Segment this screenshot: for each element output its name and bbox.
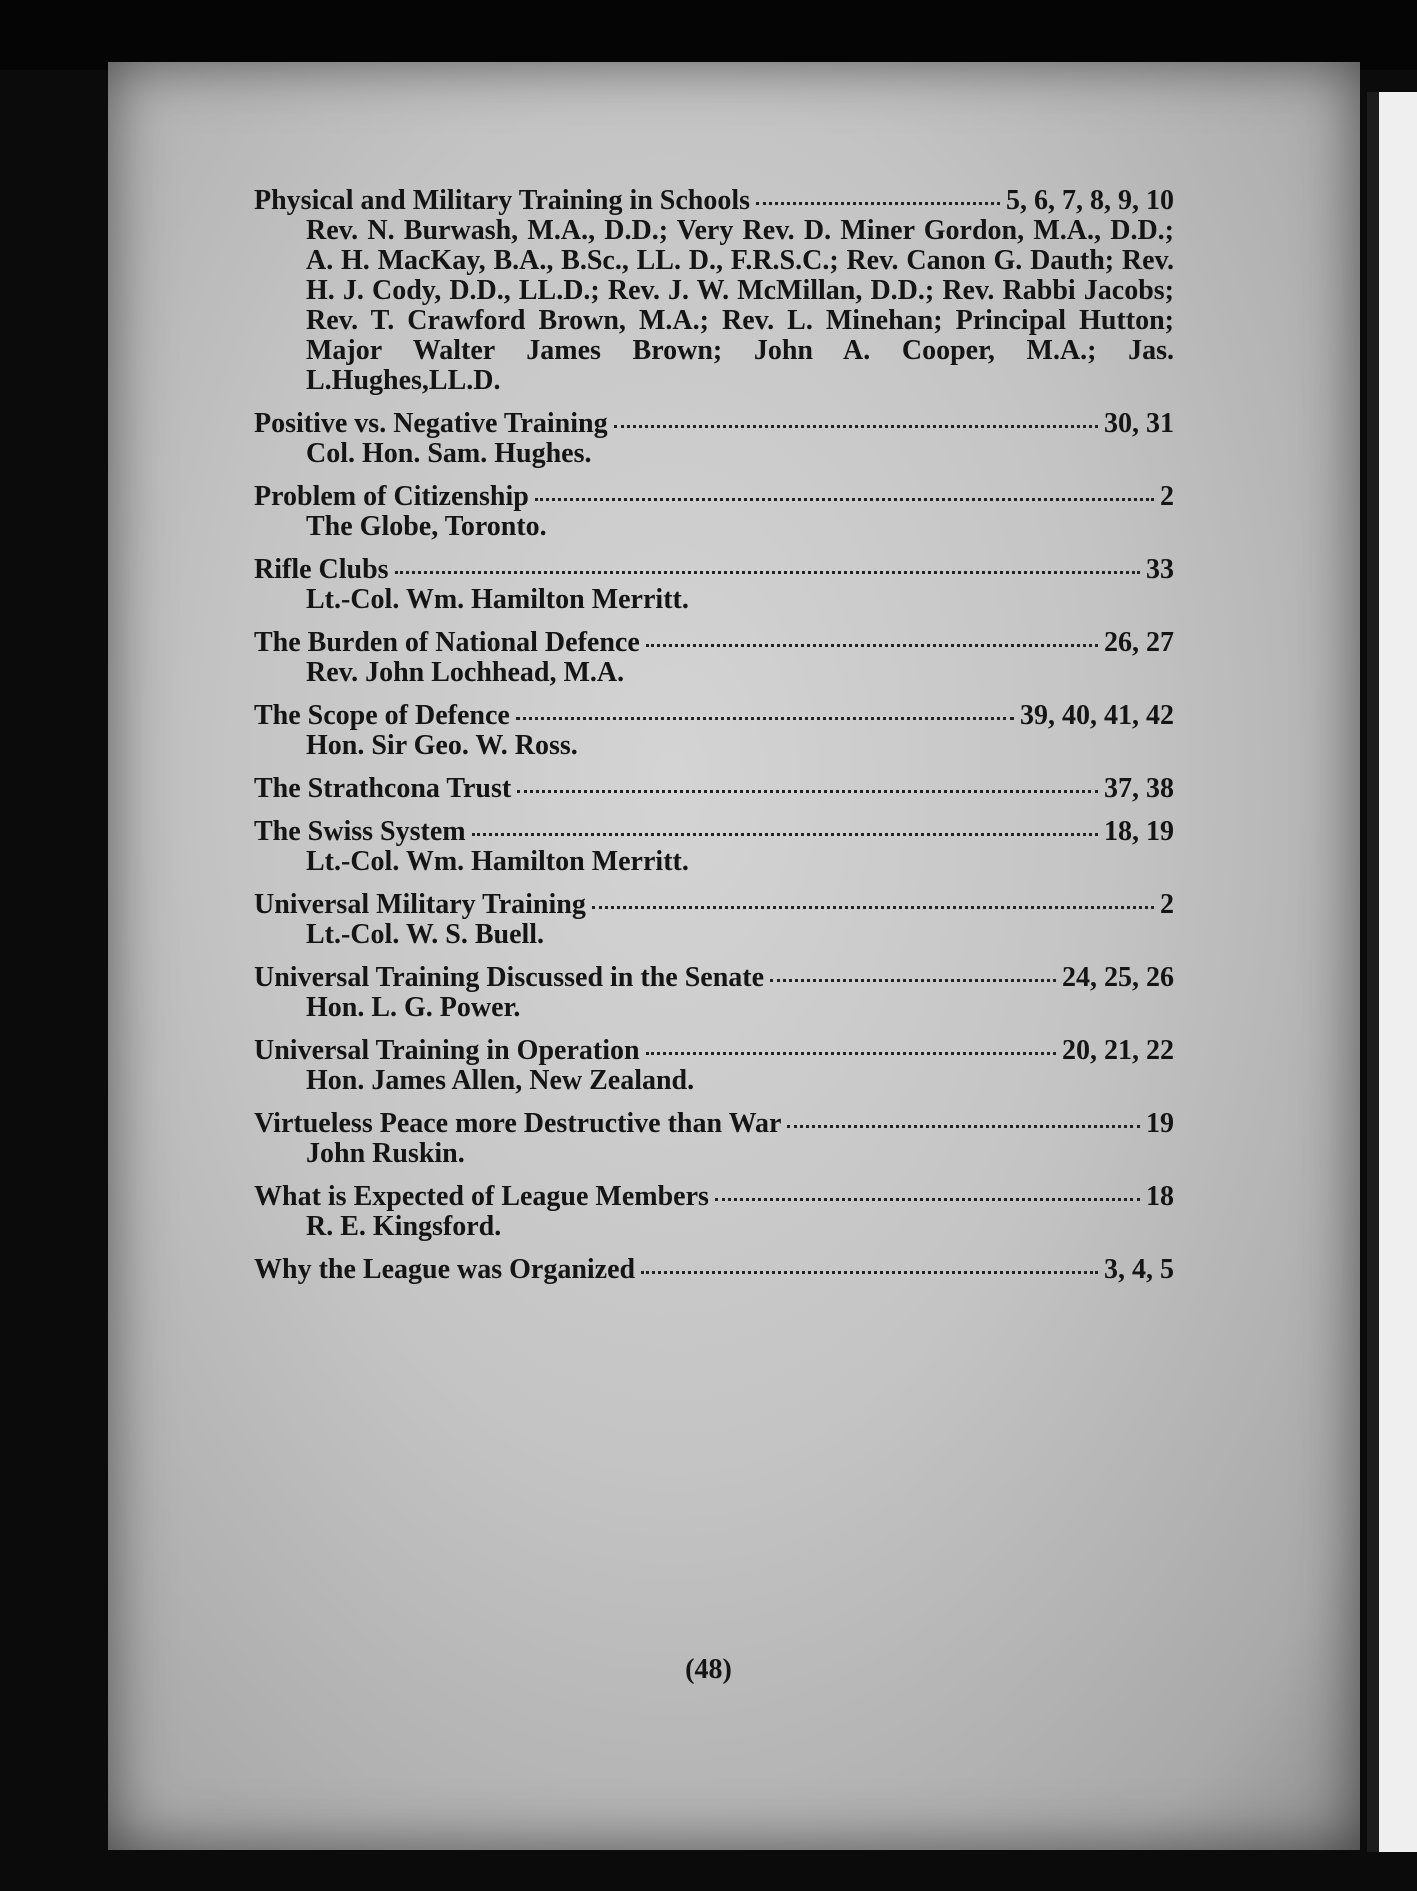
index-entry bbox=[254, 482, 1174, 542]
entry-line bbox=[254, 409, 1174, 439]
entry-pages: 26, 27 bbox=[1104, 627, 1174, 658]
entry-pages: 20, 21, 22 bbox=[1062, 1035, 1174, 1066]
entry-title: Rifle Clubs bbox=[254, 554, 389, 585]
entry-authors: R. E. Kingsford. bbox=[306, 1211, 502, 1242]
entry-pages: 18 bbox=[1146, 1181, 1174, 1212]
entry-pages: 33 bbox=[1146, 554, 1174, 585]
entry-title: Why the League was Organized bbox=[254, 1254, 636, 1285]
dot-leader bbox=[614, 425, 1098, 428]
index-entry bbox=[254, 1182, 1174, 1242]
entry-line bbox=[254, 186, 1174, 216]
entry-line bbox=[254, 1109, 1174, 1139]
entry-title: The Scope of Defence bbox=[254, 700, 510, 731]
entry-pages: 2 bbox=[1160, 481, 1174, 512]
entry-authors: John Ruskin. bbox=[306, 1138, 465, 1169]
entry-title: The Burden of National Defence bbox=[254, 627, 640, 658]
entry-pages: 24, 25, 26 bbox=[1062, 962, 1174, 993]
entry-pages: 30, 31 bbox=[1104, 408, 1174, 439]
page-edge-shadow bbox=[1367, 92, 1379, 1852]
entry-pages: 5, 6, 7, 8, 9, 10 bbox=[1006, 185, 1174, 216]
index-entry bbox=[254, 963, 1174, 1023]
entry-authors: Rev. N. Burwash, M.A., D.D.; Very Rev. D. Miner Gordon, M.A., D.D.; A. H. MacKay, B.A., B.Sc., LL. D., F.R.S.C.; Rev. Canon G. Dauth; Rev. H. J. Cody, D.D., LL.D.; Rev. J. W. McMillan, D.D.; Rev. Rabbi Jacobs; Rev. T. Crawford Brown, M.A.; Rev. L. Minehan; Principal Hutton; Major Walter James Brown; John A. Cooper, M.A.; Jas. L.Hughes,LL.D. bbox=[306, 215, 1174, 396]
dot-leader bbox=[715, 1198, 1140, 1201]
entry-title: What is Expected of League Members bbox=[254, 1181, 709, 1212]
entry-authors: Rev. John Lochhead, M.A. bbox=[306, 657, 625, 688]
entry-line bbox=[254, 1182, 1174, 1212]
dot-leader bbox=[641, 1271, 1098, 1274]
dot-leader bbox=[535, 498, 1154, 501]
entry-authors: Lt.-Col. Wm. Hamilton Merritt. bbox=[306, 584, 689, 615]
index-entry bbox=[254, 701, 1174, 761]
entry-line bbox=[254, 555, 1174, 585]
index-entry bbox=[254, 409, 1174, 469]
dot-leader bbox=[770, 979, 1056, 982]
entry-title: Positive vs. Negative Training bbox=[254, 408, 608, 439]
index-entry bbox=[254, 628, 1174, 688]
entry-title: The Swiss System bbox=[254, 816, 466, 847]
entry-line bbox=[254, 1036, 1174, 1066]
entry-line bbox=[254, 890, 1174, 920]
entry-authors: Col. Hon. Sam. Hughes. bbox=[306, 438, 592, 469]
entry-line bbox=[254, 963, 1174, 993]
entry-title: The Strathcona Trust bbox=[254, 773, 512, 804]
index-entry bbox=[254, 1255, 1174, 1285]
entry-authors: The Globe, Toronto. bbox=[306, 511, 547, 542]
entry-authors: Lt.-Col. Wm. Hamilton Merritt. bbox=[306, 846, 689, 877]
index-entry bbox=[254, 817, 1174, 877]
entry-title: Physical and Military Training in Schools bbox=[254, 185, 751, 216]
entry-line bbox=[254, 817, 1174, 847]
entry-line bbox=[254, 482, 1174, 512]
dot-leader bbox=[756, 202, 1000, 205]
dot-leader bbox=[516, 717, 1014, 720]
index-entry bbox=[254, 1036, 1174, 1096]
page-number: (48) bbox=[685, 1654, 732, 1685]
entry-pages: 2 bbox=[1160, 889, 1174, 920]
entry-pages: 18, 19 bbox=[1104, 816, 1174, 847]
entry-authors: Lt.-Col. W. S. Buell. bbox=[306, 919, 545, 950]
next-page-strip bbox=[1379, 92, 1417, 1852]
dot-leader bbox=[646, 644, 1098, 647]
entry-line bbox=[254, 774, 1174, 804]
entry-line bbox=[254, 1255, 1174, 1285]
entry-authors: Hon. James Allen, New Zealand. bbox=[306, 1065, 695, 1096]
dot-leader bbox=[395, 571, 1140, 574]
entry-title: Universal Training in Operation bbox=[254, 1035, 640, 1066]
index-list bbox=[254, 186, 1174, 1298]
scan-background-top bbox=[0, 0, 1417, 70]
index-entry bbox=[254, 1109, 1174, 1169]
dot-leader bbox=[787, 1125, 1140, 1128]
dot-leader bbox=[646, 1052, 1056, 1055]
dot-leader bbox=[472, 833, 1098, 836]
entry-pages: 39, 40, 41, 42 bbox=[1020, 700, 1174, 731]
entry-title: Universal Training Discussed in the Senate bbox=[254, 962, 765, 993]
entry-title: Problem of Citizenship bbox=[254, 481, 529, 512]
entry-pages: 37, 38 bbox=[1104, 773, 1174, 804]
index-entry bbox=[254, 890, 1174, 950]
dot-leader bbox=[592, 906, 1154, 909]
entry-authors: Hon. L. G. Power. bbox=[306, 992, 521, 1023]
entry-title: Virtueless Peace more Destructive than War bbox=[254, 1108, 782, 1139]
entry-line bbox=[254, 628, 1174, 658]
entry-line bbox=[254, 701, 1174, 731]
entry-authors: Hon. Sir Geo. W. Ross. bbox=[306, 730, 578, 761]
dot-leader bbox=[517, 790, 1098, 793]
entry-pages: 3, 4, 5 bbox=[1104, 1254, 1174, 1285]
index-entry bbox=[254, 555, 1174, 615]
index-entry bbox=[254, 774, 1174, 804]
entry-title: Universal Military Training bbox=[254, 889, 586, 920]
entry-pages: 19 bbox=[1146, 1108, 1174, 1139]
index-entry bbox=[254, 186, 1174, 396]
